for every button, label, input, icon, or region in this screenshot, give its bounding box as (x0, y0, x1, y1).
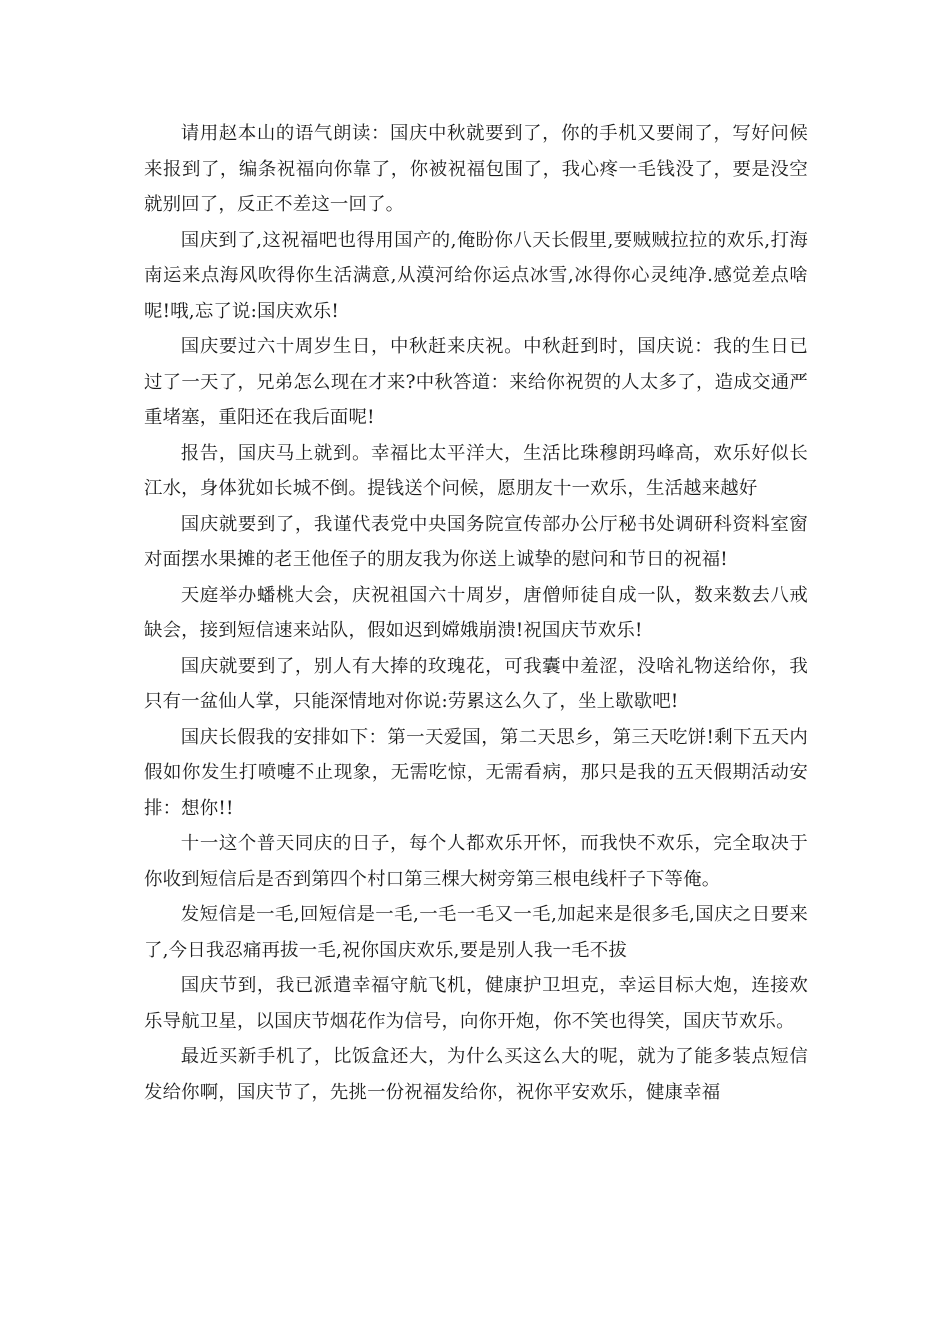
paragraph-5: 国庆就要到了，我谨代表党中央国务院宣传部办公厅秘书处调研科资料室窗对面摆水果摊的老王他侄子的朋友我为你送上诚挚的慰问和节日的祝福! (144, 513, 808, 570)
paragraph-10: 发短信是一毛,回短信是一毛,一毛一毛又一毛,加起来是很多毛,国庆之日要来了,今日我忍痛再拔一毛,祝你国庆欢乐,要是别人我一毛不拔 (144, 904, 808, 961)
paragraph-7: 国庆就要到了，别人有大捧的玫瑰花，可我囊中羞涩，没啥礼物送给你，我只有一盆仙人掌，只能深情地对你说:劳累这么久了，坐上歇歇吧! (144, 655, 808, 712)
paragraph-4: 报告，国庆马上就到。幸福比太平洋大，生活比珠穆朗玛峰高，欢乐好似长江水，身体犹如长城不倒。提钱送个问候，愿朋友十一欢乐，生活越来越好 (144, 442, 808, 499)
document-body (144, 116, 808, 1110)
paragraph-1: 请用赵本山的语气朗读：国庆中秋就要到了，你的手机又要闹了，写好问候来报到了，编条祝福向你靠了，你被祝福包围了，我心疼一毛钱没了，要是没空就别回了，反正不差这一回了。 (144, 123, 808, 215)
paragraph-11: 国庆节到，我已派遣幸福守航飞机，健康护卫坦克，幸运目标大炮，连接欢乐导航卫星，以国庆节烟花作为信号，向你开炮，你不笑也得笑，国庆节欢乐。 (144, 975, 808, 1032)
paragraph-9: 十一这个普天同庆的日子，每个人都欢乐开怀，而我快不欢乐，完全取决于你收到短信后是否到第四个村口第三棵大树旁第三根电线杆子下等俺。 (144, 833, 808, 890)
paragraph-6: 天庭举办蟠桃大会，庆祝祖国六十周岁，唐僧师徒自成一队，数来数去八戒缺会，接到短信速来站队，假如迟到嫦娥崩溃!祝国庆节欢乐! (144, 584, 808, 641)
paragraph-3: 国庆要过六十周岁生日，中秋赶来庆祝。中秋赶到时，国庆说：我的生日已过了一天了，兄弟怎么现在才来?中秋答道：来给你祝贺的人太多了，造成交通严重堵塞，重阳还在我后面呢! (144, 336, 808, 428)
paragraph-2: 国庆到了,这祝福吧也得用国产的,俺盼你八天长假里,要贼贼拉拉的欢乐,打海南运来点海风吹得你生活满意,从漠河给你运点冰雪,冰得你心灵纯净.感觉差点啥呢!哦,忘了说:国庆欢乐! (144, 229, 808, 322)
paragraph-12: 最近买新手机了，比饭盒还大，为什么买这么大的呢，就为了能多装点短信发给你啊，国庆节了，先挑一份祝福发给你，祝你平安欢乐，健康幸福 (144, 1046, 808, 1103)
paragraph-8: 国庆长假我的安排如下：第一天爱国，第二天思乡，第三天吃饼!剩下五天内假如你发生打喷嚏不止现象，无需吃惊，无需看病，那只是我的五天假期活动安排：想你!! (144, 726, 808, 819)
